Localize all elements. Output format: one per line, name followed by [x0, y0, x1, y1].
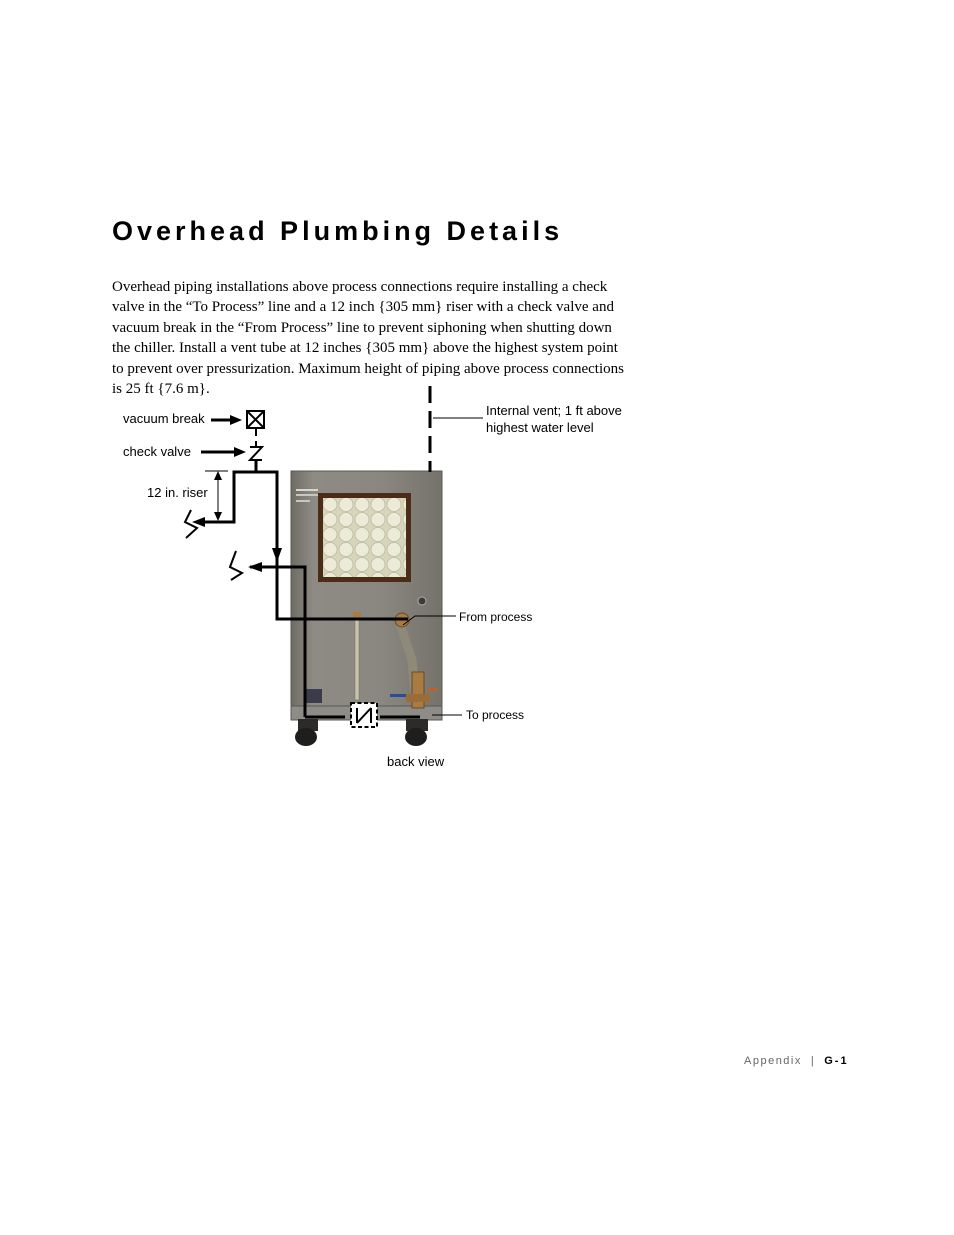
cabinet-window — [318, 493, 411, 582]
check-valve-symbol — [250, 441, 262, 460]
sight-tube-fitting — [353, 612, 361, 618]
check-valve-label: check valve — [123, 444, 191, 459]
paragraph-line: Overhead piping installations above process connections require installing a check — [112, 279, 608, 295]
back-view-caption: back view — [387, 754, 445, 769]
to-process-check-valve — [351, 703, 377, 727]
riser-dimension — [205, 471, 228, 521]
vent-label-line1: Internal vent; 1 ft above — [486, 403, 622, 418]
label-arrows — [201, 415, 246, 457]
footer-separator: | — [810, 1055, 816, 1067]
page-number: G-1 — [824, 1055, 849, 1067]
vacuum-break-label: vacuum break — [123, 411, 205, 426]
to-process-label: To process — [466, 708, 525, 722]
paragraph-line: to prevent over pressurization. Maximum height of piping above process connections — [112, 360, 624, 377]
from-process-label: From process — [459, 610, 533, 624]
sight-tube — [355, 616, 359, 700]
page-title: Overhead Plumbing Details — [112, 216, 564, 246]
page-footer — [744, 1055, 849, 1067]
paragraph-line: the chiller. Install a vent tube at 12 inches {305 mm} above the highest system point — [112, 340, 618, 357]
flow-arrows — [192, 517, 282, 572]
paragraph-line: is 25 ft {7.6 m}. — [112, 381, 210, 398]
drain-valve — [306, 689, 322, 703]
paragraph-line: vacuum break in the “From Process” line to prevent siphoning when shutting down — [112, 319, 612, 336]
paragraph-line: valve in the “To Process” line and a 12 inch {305 mm} riser with a check valve and — [112, 299, 614, 316]
vacuum-break-symbol — [247, 411, 264, 436]
riser-label: 12 in. riser — [147, 485, 208, 500]
footer-section: Appendix — [744, 1055, 802, 1067]
vent-label-line2: highest water level — [486, 420, 594, 435]
internal-vent — [430, 386, 483, 472]
